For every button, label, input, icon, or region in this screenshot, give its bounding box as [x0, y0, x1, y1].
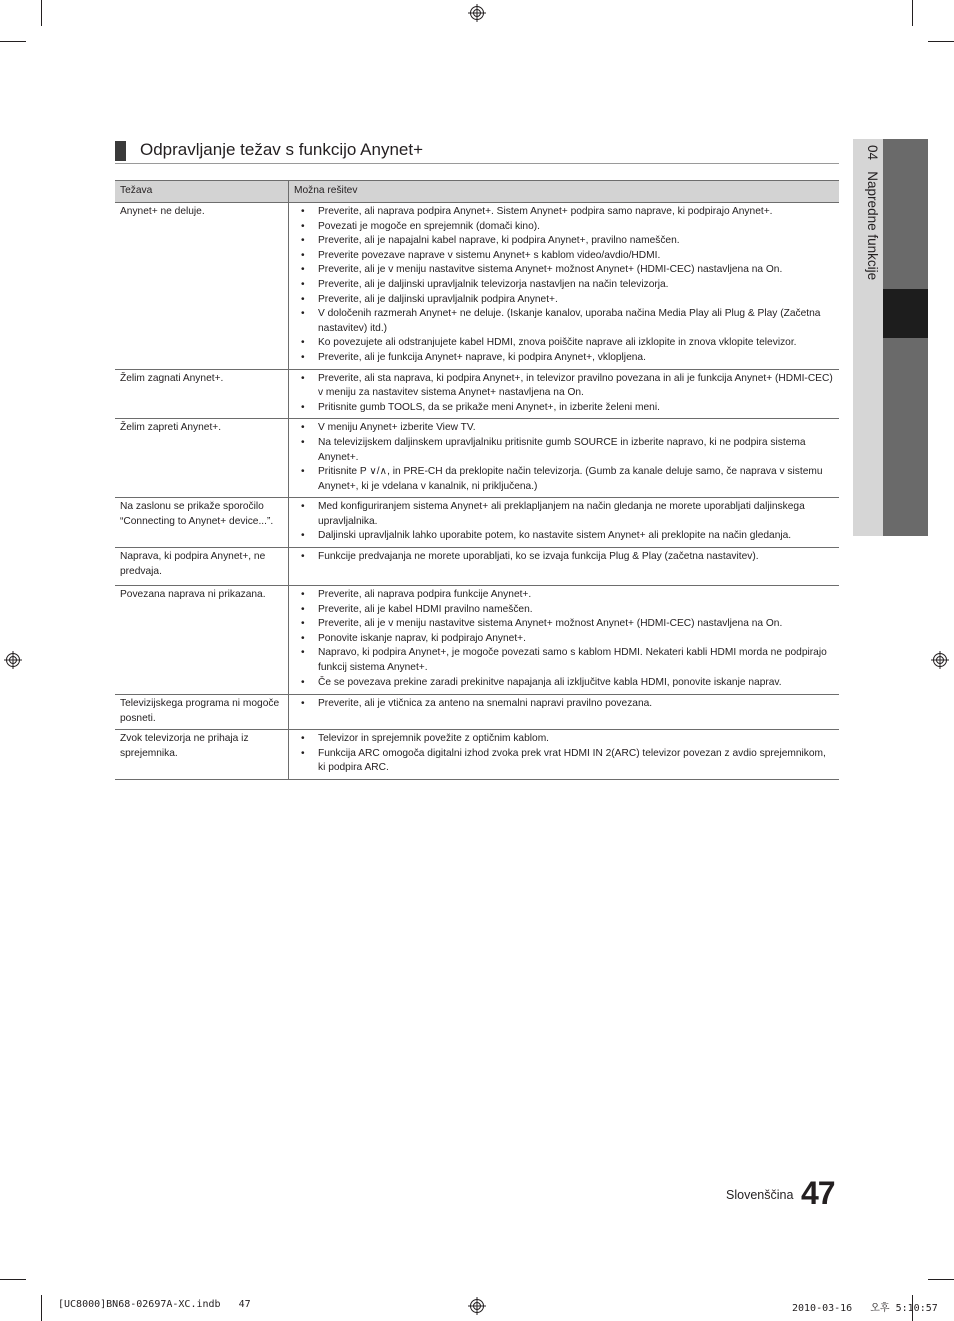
bullet-icon: • [301, 747, 305, 759]
chapter-number: 04 [865, 145, 880, 161]
solution-list [294, 372, 834, 416]
solution-cell [289, 369, 840, 419]
solution-cell [289, 586, 840, 695]
solution-item [294, 550, 834, 565]
problem-cell: Naprava, ki podpira Anynet+, ne predvaja. [115, 548, 289, 586]
bullet-icon: • [301, 632, 305, 644]
table-body [115, 203, 839, 780]
solution-item [294, 234, 834, 249]
registration-mark-icon [931, 651, 949, 669]
solution-item [294, 500, 834, 529]
bullet-icon: • [301, 422, 305, 434]
table-row [115, 730, 839, 780]
solution-item [294, 732, 834, 747]
solution-item [294, 351, 834, 366]
solution-text: Preverite, ali je daljinski upravljalnik podpira Anynet+. [318, 293, 558, 305]
bullet-icon: • [301, 647, 305, 659]
section-title: Odpravljanje težav s funkcijo Anynet+ [140, 140, 424, 159]
chapter-label [856, 145, 880, 345]
table-row [115, 369, 839, 419]
section-header [115, 139, 839, 164]
bullet-icon: • [301, 603, 305, 615]
bullet-icon: • [301, 235, 305, 247]
solution-item [294, 436, 834, 465]
solution-list [294, 421, 834, 494]
solution-text: Televizor in sprejemnik povežite z optičnim kablom. [318, 733, 550, 745]
solution-item [294, 263, 834, 278]
solution-item [294, 220, 834, 235]
solution-text: Preverite, ali je v meniju nastavitve sistema Anynet+ možnost Anynet+ (HDMI-CEC) nastavljena na On. [318, 618, 783, 630]
problem-cell: Televizijskega programa ni mogoče posneti. [115, 695, 289, 730]
solution-item [294, 372, 834, 401]
solution-item [294, 421, 834, 436]
table-row [115, 419, 839, 498]
problem-cell: Povezana naprava ni prikazana. [115, 586, 289, 695]
chapter-tab-marker [883, 289, 928, 338]
language-label: Slovenščina [726, 1188, 794, 1202]
problem-cell: Anynet+ ne deluje. [115, 203, 289, 370]
solution-item [294, 465, 834, 494]
bullet-icon: • [301, 698, 305, 710]
solution-item [294, 617, 834, 632]
solution-item [294, 205, 834, 220]
solution-text: Pritisnite P ∨/∧, in PRE-CH da preklopite način televizorja. (Gumb za kanale deluje samo, če naprava v sistemu Anynet+, ki je vdelana v kanalnik, ni priključena.) [318, 466, 823, 492]
bullet-icon: • [301, 337, 305, 349]
registration-mark-icon [468, 4, 486, 22]
solution-text: Med konfiguriranjem sistema Anynet+ ali preklapljanjem na način gledanja ne morete uporabljati daljinskega upravljalnika. [318, 501, 805, 527]
solution-item [294, 747, 834, 776]
solution-item [294, 278, 834, 293]
solution-text: Ko povezujete ali odstranjujete kabel HDMI, znova poiščite naprave ali izklopite in znova vklopite televizor. [318, 337, 797, 349]
registration-mark-icon [468, 1297, 486, 1315]
solution-item [294, 676, 834, 691]
solution-list [294, 550, 834, 565]
solution-text: Preverite, ali je vtičnica za anteno na snemalni napravi pravilno povezana. [318, 698, 653, 710]
solution-item [294, 336, 834, 351]
problem-cell: Želim zapreti Anynet+. [115, 419, 289, 498]
troubleshooting-table [115, 180, 839, 780]
bullet-icon: • [301, 551, 305, 563]
solution-item [294, 249, 834, 264]
crop-mark [41, 0, 42, 26]
bullet-icon: • [301, 401, 305, 413]
bullet-icon: • [301, 589, 305, 601]
solution-item [294, 632, 834, 647]
solution-item [294, 603, 834, 618]
solution-text: Funkcija ARC omogoča digitalni izhod zvoka prek vrat HDMI IN 2(ARC) televizor povezan z avdio sprejemnikom, ki podpira ARC. [318, 747, 826, 774]
page-number: 47 [801, 1175, 835, 1211]
solution-cell [289, 498, 840, 548]
solution-cell [289, 548, 840, 586]
solution-item [294, 529, 834, 544]
solution-text: Na televizijskem daljinskem upravljalniku pritisnite gumb SOURCE in izberite napravo, ki ne podpira sistema Anynet+. [318, 436, 806, 463]
print-date: 2010-03-16 오후 5:10:57 [792, 1303, 938, 1314]
solution-text: Preverite, ali je napajalni kabel naprave, ki podpira Anynet+, pravilno nameščen. [318, 235, 680, 247]
bullet-icon: • [301, 351, 305, 363]
solution-text: V določenih razmerah Anynet+ ne deluje. (Iskanje kanalov, uporaba načina Media Play ali Plug & Play (Začetna nastavitev) itd.) [318, 308, 821, 334]
solution-list [294, 732, 834, 776]
crop-mark [41, 1295, 42, 1321]
table-row [115, 203, 839, 370]
solution-text: Preverite, ali je daljinski upravljalnik televizorja nastavljen na način televizorja. [318, 278, 669, 290]
solution-text: V meniju Anynet+ izberite View TV. [318, 422, 476, 434]
crop-mark [928, 41, 954, 42]
bullet-icon: • [301, 676, 305, 688]
solution-text: Preverite, ali sta naprava, ki podpira Anynet+, in televizor pravilno povezana in ali je funkcija Anynet+ (HDMI-CEC) v meniju za nastavitev sistema Anynet+ nastavljena na On. [318, 372, 833, 399]
solution-list [294, 500, 834, 544]
crop-mark [928, 1279, 954, 1280]
solution-item [294, 646, 834, 675]
table-row [115, 498, 839, 548]
table-header-row [115, 181, 839, 203]
solution-list [294, 205, 834, 366]
solution-text: Napravo, ki podpira Anynet+, je mogoče povezati samo s kablom HDMI. Nekateri kabli HDMI morda ne podpirajo funkcij sistema Anynet+. [318, 647, 827, 674]
solution-item [294, 588, 834, 603]
registration-mark-icon [4, 651, 22, 669]
problem-cell: Na zaslonu se prikaže sporočilo “Connecting to Anynet+ device...”. [115, 498, 289, 548]
chapter-title: Napredne funkcije [865, 171, 880, 281]
bullet-icon: • [301, 264, 305, 276]
table-row [115, 695, 839, 730]
column-header-solution: Možna rešitev [289, 181, 840, 203]
column-header-problem: Težava [115, 181, 289, 203]
solution-item [294, 697, 834, 712]
solution-text: Preverite, ali je v meniju nastavitve sistema Anynet+ možnost Anynet+ (HDMI-CEC) nastavljena na On. [318, 264, 783, 276]
bullet-icon: • [301, 249, 305, 261]
bullet-icon: • [301, 372, 305, 384]
bullet-icon: • [301, 278, 305, 290]
problem-cell: Želim zagnati Anynet+. [115, 369, 289, 419]
table-row [115, 548, 839, 586]
section-marker [115, 141, 126, 161]
solution-cell [289, 730, 840, 780]
bullet-icon: • [301, 220, 305, 232]
solution-text: Pritisnite gumb TOOLS, da se prikaže meni Anynet+, in izberite želeni meni. [318, 401, 660, 413]
solution-text: Preverite, ali naprava podpira funkcije Anynet+. [318, 589, 532, 601]
solution-text: Povezati je mogoče en sprejemnik (domači kino). [318, 220, 540, 232]
bullet-icon: • [301, 501, 305, 513]
crop-mark [912, 0, 913, 26]
file-info: [UC8000]BN68-02697A-XC.indb 47 [58, 1299, 251, 1310]
solution-item [294, 307, 834, 336]
solution-cell [289, 419, 840, 498]
problem-cell: Zvok televizorja ne prihaja iz sprejemnika. [115, 730, 289, 780]
solution-cell [289, 203, 840, 370]
solution-text: Funkcije predvajanja ne morete uporabljati, ko se izvaja funkcija Plug & Play (začetna nastavitev). [318, 551, 759, 563]
bullet-icon: • [301, 530, 305, 542]
solution-text: Preverite, ali je kabel HDMI pravilno nameščen. [318, 603, 533, 615]
solution-list [294, 588, 834, 690]
bullet-icon: • [301, 436, 305, 448]
solution-list [294, 697, 834, 712]
solution-text: Če se povezava prekine zaradi prekinitve napajanja ali izključitve kabla HDMI, ponovite iskanje naprav. [318, 676, 782, 688]
solution-text: Preverite, ali naprava podpira Anynet+. Sistem Anynet+ podpira samo naprave, ki podpirajo Anynet+. [318, 206, 773, 217]
solution-cell [289, 695, 840, 730]
solution-text: Preverite, ali je funkcija Anynet+ naprave, ki podpira Anynet+, vklopljena. [318, 351, 646, 363]
solution-text: Daljinski upravljalnik lahko uporabite potem, ko nastavite sistem Anynet+ ali preklopite na način gledanja. [318, 530, 792, 542]
solution-item [294, 401, 834, 416]
table-row [115, 586, 839, 695]
bullet-icon: • [301, 293, 305, 305]
solution-item [294, 293, 834, 308]
bullet-icon: • [301, 466, 305, 478]
crop-mark [0, 41, 26, 42]
bullet-icon: • [301, 733, 305, 745]
bullet-icon: • [301, 206, 305, 217]
crop-mark [0, 1279, 26, 1280]
solution-text: Preverite povezave naprave v sistemu Anynet+ s kablom video/avdio/HDMI. [318, 249, 661, 261]
bullet-icon: • [301, 308, 305, 320]
solution-text: Ponovite iskanje naprav, ki podpirajo Anynet+. [318, 632, 526, 644]
bullet-icon: • [301, 618, 305, 630]
